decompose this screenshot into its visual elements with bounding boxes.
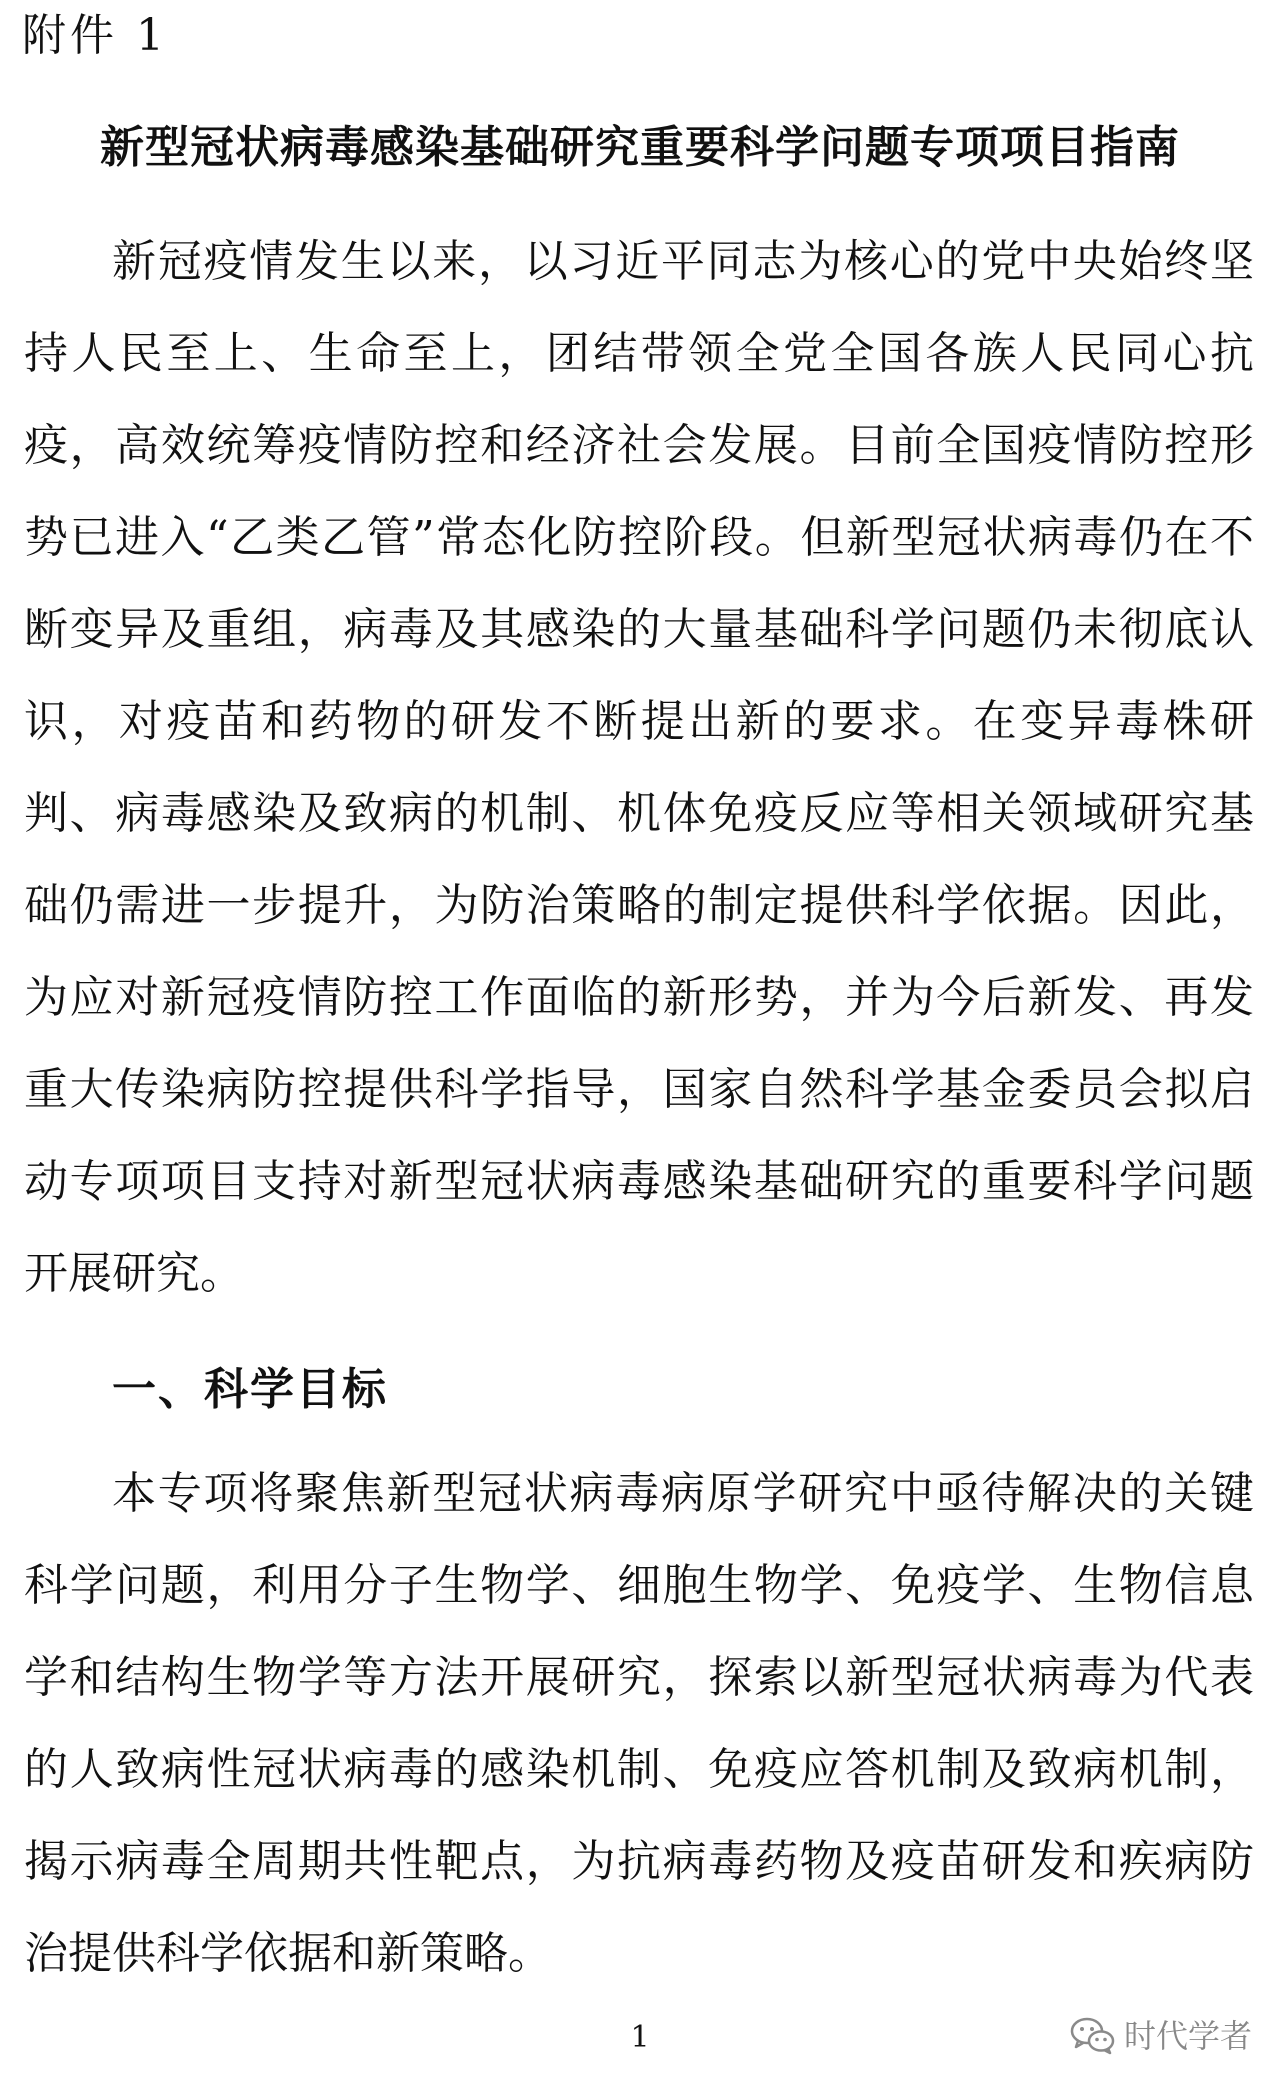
watermark bbox=[1070, 2012, 1252, 2060]
watermark-text: 时代学者 bbox=[1123, 2017, 1252, 2055]
intro-paragraph: 新冠疫情发生以来，以习近平同志为核心的党中央始终坚持人民至上、生命至上，团结带领全党全国各族人民同心抗疫，高效统筹疫情防控和经济社会发展。目前全国疫情防控形势已进入“乙类乙管”常态化防控阶段。但新型冠状病毒仍在不断变异及重组，病毒及其感染的大量基础科学问题仍未彻底认识，对疫苗和药物的研发不断提出新的要求。在变异毒株研判、病毒感染及致病的机制、机体免疫反应等相关领域研究基础仍需进一步提升，为防治策略的制定提供科学依据。因此，为应对新冠疫情防控工作面临的新形势，并为今后新发、再发重大传染病防控提供科学指导，国家自然科学基金委员会拟启动专项项目支持对新型冠状病毒感染基础研究的重要科学问题开展研究。 bbox=[24, 236, 1254, 1299]
attachment-label: 附件 1 bbox=[22, 10, 168, 61]
document-title: 新型冠状病毒感染基础研究重要科学问题专项项目指南 bbox=[100, 122, 1180, 173]
page-number: 1 bbox=[630, 2020, 650, 2055]
scientific-goals-paragraph: 本专项将聚焦新型冠状病毒病原学研究中亟待解决的关键科学问题，利用分子生物学、细胞生物学、免疫学、生物信息学和结构生物学等方法开展研究，探索以新型冠状病毒为代表的人致病性冠状病毒的感染机制、免疫应答机制及致病机制，揭示病毒全周期共性靶点，为抗病毒药物及疫苗研发和疾病防治提供科学依据和新策略。 bbox=[24, 1468, 1254, 1979]
wechat-icon bbox=[1070, 2016, 1116, 2056]
section-heading-scientific-goals: 一、科学目标 bbox=[112, 1364, 388, 1415]
